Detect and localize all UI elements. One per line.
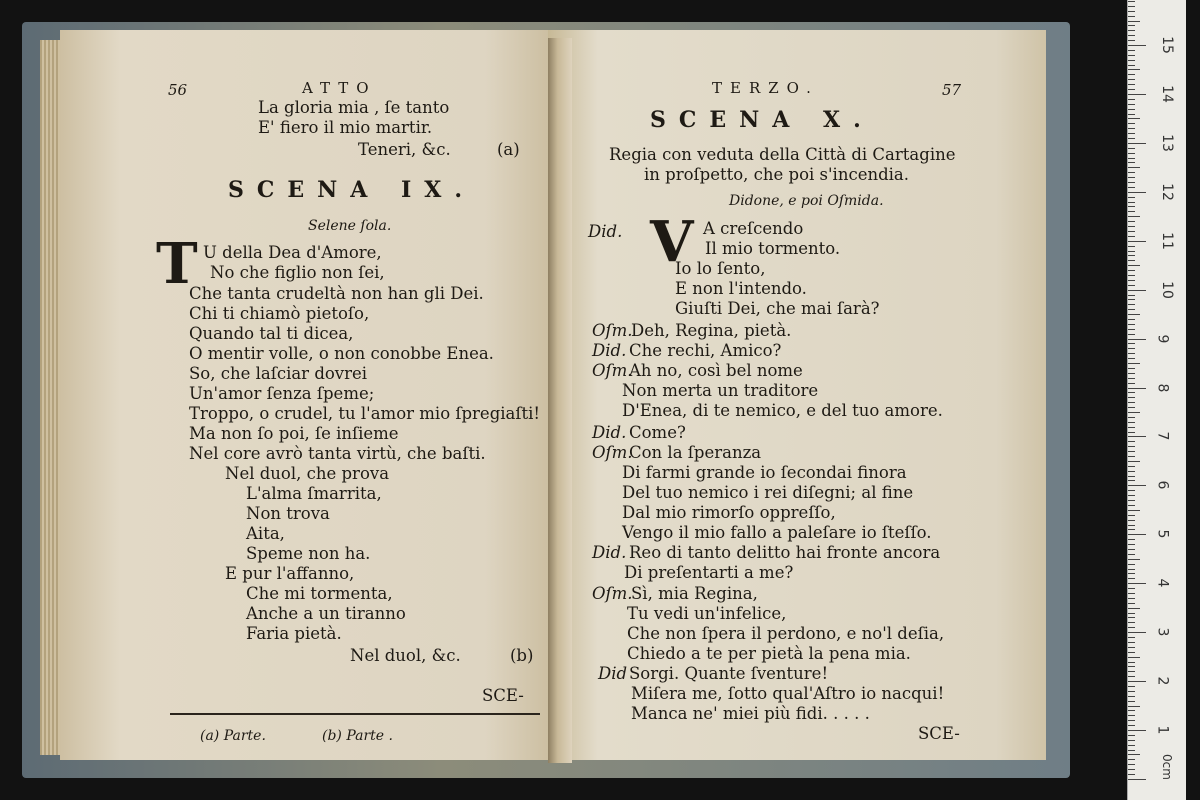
ruler-tick <box>1128 270 1135 271</box>
dialogue-line: Chiedo a te per pietà la pena mia. <box>627 644 911 663</box>
ruler-tick <box>1128 182 1135 183</box>
verse-line: Aita, <box>246 524 285 543</box>
ruler-tick <box>1128 706 1140 707</box>
ruler-tick <box>1128 603 1135 604</box>
ruler-tick <box>1128 304 1135 305</box>
ruler-tick <box>1128 94 1146 95</box>
ruler-tick <box>1128 373 1135 374</box>
ruler-tick <box>1128 295 1135 296</box>
ruler-tick <box>1128 759 1135 760</box>
footnote: (b) Parte . <box>322 728 393 744</box>
ruler-tick <box>1128 529 1135 530</box>
ruler-tick <box>1128 6 1135 7</box>
speaker-label: Oſm. <box>592 321 633 340</box>
ruler-tick <box>1128 89 1135 90</box>
ruler-tick <box>1128 324 1135 325</box>
ruler-tick <box>1128 505 1135 506</box>
verse-line: Quando tal ti dicea, <box>189 324 354 343</box>
ruler-number: 11 <box>1158 231 1175 250</box>
right-page-number: 57 <box>942 81 962 99</box>
ruler-number: 14 <box>1158 85 1175 103</box>
ruler-tick <box>1128 657 1140 658</box>
verse-line: Che mi tormenta, <box>246 584 393 603</box>
ruler-tick <box>1128 290 1146 291</box>
repeat-tag: Nel duol, &c. <box>350 646 461 665</box>
dialogue-line: Deh, Regina, pietà. <box>631 321 792 340</box>
ruler-tick <box>1128 221 1135 222</box>
ruler-tick <box>1128 246 1135 247</box>
ruler-tick <box>1128 143 1146 144</box>
ruler-number: 1 <box>1154 725 1171 735</box>
ruler-tick <box>1128 55 1135 56</box>
ruler-tick <box>1128 329 1135 330</box>
ruler-tick <box>1128 172 1135 173</box>
verse-line: Anche a un tiranno <box>246 604 406 623</box>
ruler-tick <box>1128 769 1135 770</box>
ruler-number: 13 <box>1158 133 1175 152</box>
ruler-tick <box>1128 153 1135 154</box>
ruler-tick <box>1128 554 1135 555</box>
ruler-number: 12 <box>1158 182 1175 201</box>
ruler-tick <box>1128 666 1135 667</box>
ruler-tick <box>1128 730 1146 731</box>
dialogue-line: Con la ſperanza <box>629 443 762 462</box>
ruler-tick <box>1128 476 1135 477</box>
speaker-label: Oſm. <box>592 584 633 603</box>
ruler-tick <box>1128 613 1135 614</box>
ruler-tick <box>1128 583 1146 584</box>
ruler-tick <box>1128 632 1146 633</box>
ruler-tick <box>1128 133 1135 134</box>
ruler-tick <box>1128 353 1135 354</box>
ruler-number: 2 <box>1154 676 1171 686</box>
dialogue-line: Dal mio rimorſo oppreſſo, <box>622 503 836 522</box>
ruler-tick <box>1128 40 1135 41</box>
ruler-tick <box>1128 588 1135 589</box>
catchword: SCE- <box>482 686 524 705</box>
verse-line: E pur l'affanno, <box>225 564 355 583</box>
ruler-tick <box>1128 299 1135 300</box>
ruler-tick <box>1128 260 1135 261</box>
dialogue-line: Vengo il mio fallo a paleſare io ſteſſo. <box>622 523 932 542</box>
ruler-tick <box>1128 231 1135 232</box>
speaker-label: Did. <box>592 423 627 442</box>
ruler-tick <box>1128 617 1135 618</box>
ruler-tick <box>1128 99 1135 100</box>
ruler-tick <box>1128 652 1135 653</box>
ruler-tick <box>1128 642 1135 643</box>
ruler-tick <box>1128 573 1135 574</box>
ruler-number: 3 <box>1154 627 1171 637</box>
dialogue-line: Tu vedi un'infelice, <box>627 604 787 623</box>
ruler-tick <box>1128 647 1135 648</box>
ruler-tick <box>1128 754 1140 755</box>
ruler-tick <box>1128 334 1135 335</box>
ruler-tick <box>1128 25 1135 26</box>
ruler-tick <box>1128 676 1135 677</box>
ruler-tick <box>1128 339 1146 340</box>
dialogue-line: Il mio tormento. <box>705 239 841 258</box>
catchword: SCE- <box>918 724 960 743</box>
ruler-tick <box>1128 515 1135 516</box>
ruler-tick <box>1128 725 1135 726</box>
verse-line: Faria pietà. <box>246 624 342 643</box>
ruler-tick <box>1128 402 1135 403</box>
ruler-tick <box>1128 69 1140 70</box>
ruler-tick <box>1128 525 1135 526</box>
dialogue-line: Del tuo nemico i rei diſegni; al fine <box>622 483 914 502</box>
footnote-rule <box>170 713 540 715</box>
verse-line: U della Dea d'Amore, <box>203 243 382 262</box>
verse-line: L'alma ſmarrita, <box>246 484 382 503</box>
ruler-tick <box>1128 197 1135 198</box>
ruler-tick <box>1128 114 1135 115</box>
ruler-tick <box>1128 167 1140 168</box>
ruler-tick <box>1128 779 1146 780</box>
ruler-tick <box>1128 314 1140 315</box>
ruler-number: 10 <box>1158 280 1175 299</box>
ruler-tick <box>1128 539 1135 540</box>
ruler-tick <box>1128 549 1135 550</box>
note-mark: (a) <box>497 140 520 159</box>
ruler-tick <box>1128 1 1135 2</box>
verse-line: Speme non ha. <box>246 544 371 563</box>
speaker-label: Did. <box>592 543 627 562</box>
ruler-tick <box>1128 691 1135 692</box>
ruler-tick <box>1128 696 1135 697</box>
ruler-tick <box>1128 319 1135 320</box>
measuring-ruler <box>1127 0 1186 800</box>
setting-line: Regia con veduta della Città di Cartagine <box>609 145 956 164</box>
verse-line: Non trova <box>246 504 330 523</box>
ruler-tick <box>1128 187 1135 188</box>
ruler-tick <box>1128 280 1135 281</box>
ruler-tick <box>1128 123 1135 124</box>
dialogue-line: Di farmi grande io ſecondai finora <box>622 463 907 482</box>
ruler-tick <box>1128 544 1135 545</box>
ruler-tick <box>1128 598 1135 599</box>
scene-title: SCENA X. <box>650 107 874 133</box>
ruler-tick <box>1128 436 1146 437</box>
ruler-number: 9 <box>1154 334 1171 344</box>
ruler-tick <box>1128 461 1140 462</box>
ruler-tick <box>1128 471 1135 472</box>
ruler-number: 8 <box>1154 383 1171 392</box>
ruler-tick <box>1128 16 1135 17</box>
ruler-tick <box>1128 358 1135 359</box>
verse-line: O mentir volle, o non conobbe Enea. <box>189 344 494 363</box>
footnote: (a) Parte. <box>200 728 266 744</box>
ruler-tick <box>1128 456 1135 457</box>
verse-line: Nel core avrò tanta virtù, che baſti. <box>189 444 486 463</box>
character-list: Didone, e poi Oſmida. <box>729 193 884 209</box>
ruler-tick <box>1128 79 1135 80</box>
ruler-tick <box>1128 241 1146 242</box>
ruler-tick <box>1128 710 1135 711</box>
ruler-tick <box>1128 118 1140 119</box>
ruler-tick <box>1128 138 1135 139</box>
dialogue-line: A creſcendo <box>703 219 804 238</box>
ruler-tick <box>1128 764 1135 765</box>
verse-line: Chi ti chiamò pietoſo, <box>189 304 370 323</box>
dialogue-line: Ah no, così bel nome <box>629 361 803 380</box>
gutter <box>548 38 572 763</box>
dialogue-line: Come? <box>629 423 686 442</box>
ruler-tick <box>1128 30 1135 31</box>
ruler-tick <box>1128 622 1135 623</box>
ruler-tick <box>1128 226 1135 227</box>
ruler-tick <box>1128 177 1135 178</box>
repeat-tag: Teneri, &c. <box>358 140 451 159</box>
stage-direction: Selene ſola. <box>308 218 392 234</box>
ruler-tick <box>1128 236 1135 237</box>
ruler-tick <box>1128 510 1140 511</box>
ruler-tick <box>1128 285 1135 286</box>
ruler-tick <box>1128 128 1135 129</box>
ruler-tick <box>1128 74 1135 75</box>
ruler-unit-label: 0cm <box>1159 754 1174 780</box>
ruler-tick <box>1128 275 1135 276</box>
ruler-tick <box>1128 662 1135 663</box>
ruler-tick <box>1128 500 1135 501</box>
ruler-tick <box>1128 774 1135 775</box>
ruler-tick <box>1128 60 1135 61</box>
verse-line: No che figlio non ſei, <box>210 263 385 282</box>
ruler-tick <box>1128 564 1135 565</box>
left-running-head: ATTO <box>302 79 377 97</box>
dialogue-line: Che non ſpera il perdono, e no'l deſia, <box>627 624 945 643</box>
ruler-tick <box>1128 378 1135 379</box>
ruler-tick <box>1128 745 1135 746</box>
ruler-tick <box>1128 397 1135 398</box>
ruler-tick <box>1128 368 1135 369</box>
ruler-tick <box>1128 671 1135 672</box>
ruler-tick <box>1128 192 1146 193</box>
verse-line: Che tanta crudeltà non han gli Dei. <box>189 284 484 303</box>
ruler-tick <box>1128 363 1140 364</box>
dialogue-line: D'Enea, di te nemico, e del tuo amore. <box>622 401 943 420</box>
ruler-tick <box>1128 740 1135 741</box>
ruler-tick <box>1128 309 1135 310</box>
ruler-tick <box>1128 715 1135 716</box>
scene-title: SCENA IX. <box>228 177 476 203</box>
ruler-number: 5 <box>1154 529 1171 539</box>
ruler-tick <box>1128 343 1135 344</box>
ruler-tick <box>1128 216 1140 217</box>
dialogue-line: E non l'intendo. <box>675 279 807 298</box>
speaker-label: Oſm. <box>592 361 633 380</box>
ruler-tick <box>1128 388 1146 389</box>
ruler-tick <box>1128 422 1135 423</box>
ruler-tick <box>1128 383 1135 384</box>
ruler-tick <box>1128 466 1135 467</box>
ruler-tick <box>1128 686 1135 687</box>
ruler-tick <box>1128 534 1146 535</box>
ruler-tick <box>1128 701 1135 702</box>
ruler-tick <box>1128 446 1135 447</box>
ruler-tick <box>1128 392 1135 393</box>
ruler-number: 4 <box>1154 578 1171 588</box>
verse-line: Troppo, o crudel, tu l'amor mio ſpregiaſti! <box>189 404 541 423</box>
ruler-tick <box>1128 50 1135 51</box>
ruler-tick <box>1128 441 1135 442</box>
ruler-tick <box>1128 35 1135 36</box>
ruler-tick <box>1128 720 1135 721</box>
verse-line: Nel duol, che prova <box>225 464 390 483</box>
dialogue-line: Che rechi, Amico? <box>629 341 782 360</box>
ruler-tick <box>1128 21 1140 22</box>
ruler-number: 6 <box>1154 480 1171 490</box>
ruler-tick <box>1128 11 1135 12</box>
ruler-tick <box>1128 255 1135 256</box>
ruler-tick <box>1128 104 1135 105</box>
dialogue-line: Miſera me, ſotto qual'Aſtro io nacqui! <box>631 684 945 703</box>
note-mark: (b) <box>510 646 534 665</box>
speaker-label: Did. <box>592 341 627 360</box>
verse-line: Ma non ſo poi, ſe inſieme <box>189 424 399 443</box>
verse-line: Un'amor ſenza ſpeme; <box>189 384 375 403</box>
dialogue-line: Sorgi. Quante ſventure! <box>629 664 829 683</box>
ruler-tick <box>1128 348 1135 349</box>
ruler-tick <box>1128 637 1135 638</box>
speaker-label: Oſm. <box>592 443 633 462</box>
ruler-tick <box>1128 578 1135 579</box>
left-page-number: 56 <box>168 81 188 99</box>
ruler-tick <box>1128 407 1135 408</box>
drop-cap: T <box>156 231 198 297</box>
ruler-tick <box>1128 202 1135 203</box>
ruler-tick <box>1128 65 1135 66</box>
ruler-tick <box>1128 211 1135 212</box>
dialogue-line: Sì, mia Regina, <box>631 584 758 603</box>
speaker-label: Did <box>598 664 628 683</box>
dialogue-line: Giuſti Dei, che mai ſarà? <box>675 299 880 318</box>
ruler-tick <box>1128 520 1135 521</box>
dialogue-line: Non merta un traditore <box>622 381 819 400</box>
ruler-tick <box>1128 251 1135 252</box>
ruler-tick <box>1128 750 1135 751</box>
ruler-tick <box>1128 412 1140 413</box>
ruler-tick <box>1128 569 1135 570</box>
dialogue-line: Io lo ſento, <box>675 259 766 278</box>
ruler-tick <box>1128 427 1135 428</box>
ruler-tick <box>1128 417 1135 418</box>
ruler-tick <box>1128 681 1146 682</box>
ruler-number: 15 <box>1158 36 1175 54</box>
drop-cap: V <box>650 209 694 275</box>
ruler-tick <box>1128 158 1135 159</box>
ruler-tick <box>1128 559 1140 560</box>
ruler-tick <box>1128 608 1140 609</box>
setting-line: in proſpetto, che poi s'incendia. <box>644 165 910 184</box>
ruler-tick <box>1128 480 1135 481</box>
ruler-tick <box>1128 265 1140 266</box>
ruler-tick <box>1128 432 1135 433</box>
ruler-number: 7 <box>1154 431 1171 441</box>
ruler-tick <box>1128 495 1135 496</box>
ruler-tick <box>1128 45 1146 46</box>
ruler-tick <box>1128 162 1135 163</box>
ruler-tick <box>1128 490 1135 491</box>
ruler-tick <box>1128 735 1135 736</box>
verse-line: La gloria mia , ſe tanto <box>258 98 450 117</box>
verse-line: So, che laſciar dovrei <box>189 364 368 383</box>
right-running-head: TERZO. <box>712 79 819 97</box>
ruler-tick <box>1128 627 1135 628</box>
ruler-tick <box>1128 451 1135 452</box>
dialogue-line: Reo di tanto delitto hai fronte ancora <box>629 543 941 562</box>
ruler-tick <box>1128 206 1135 207</box>
ruler-tick <box>1128 148 1135 149</box>
dialogue-line: Manca ne' miei più fidi. . . . . <box>631 704 870 723</box>
verse-line: E' fiero il mio martir. <box>258 118 433 137</box>
dialogue-line: Di preſentarti a me? <box>624 563 794 582</box>
ruler-tick <box>1128 485 1146 486</box>
ruler-tick <box>1128 109 1135 110</box>
ruler-tick <box>1128 593 1135 594</box>
ruler-tick <box>1128 84 1135 85</box>
speaker-label: Did. <box>588 222 623 241</box>
